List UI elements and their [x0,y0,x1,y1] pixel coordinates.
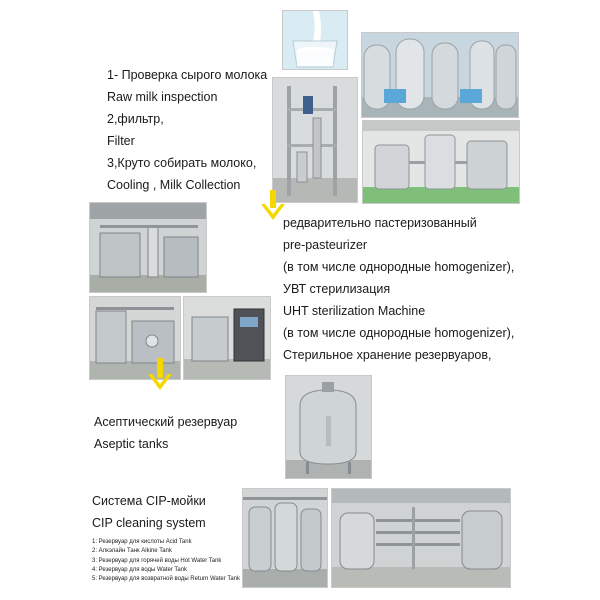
text-line: pre-pasteurizer [283,238,368,252]
silo-tanks-photo [361,32,519,118]
text-line: (в том числе однородные homogenizer), [283,326,515,340]
section-raw-milk-text [107,64,267,196]
text-line: Raw milk inspection [107,90,218,104]
text-line: Система CIP-мойки [92,494,206,508]
text-line: UHT sterilization Machine [283,304,426,318]
list-item: 1: Резервуар для кислоты Acid Tank [92,539,192,545]
list-item: 3: Резервуар для горячей воды Hot Water Tank [92,557,222,564]
list-item: 2: Алкэлайн Танк Alkine Tank [92,548,172,555]
text-line: Асептический резервуар [94,415,238,429]
text-line: Aseptic tanks [94,437,169,451]
text-line: 1- Проверка сырого молока [107,68,268,82]
milk-pour-photo [282,10,348,70]
cip-tank-list [92,538,240,584]
text-line: Стерильное хранение резервуаров, [283,348,492,362]
text-line: CIP cleaning system [92,516,206,530]
section-aseptic-text [94,411,237,455]
text-line: УВТ стерилизация [283,282,391,296]
cip-system-photo-1 [242,488,328,588]
list-item: 4: Резервуар для воды Water Tank [92,566,188,573]
text-line: редварительно пастеризованный [283,216,477,230]
list-item: 5: Резервуар для возвратной воды Return Water Tank [92,576,240,583]
text-line: Cooling , Milk Collection [107,178,241,192]
text-line: (в том числе однородные homogenizer), [283,260,515,274]
filter-skid-photo [272,77,358,203]
pre-pasteurizer-photo [89,202,207,293]
text-line: Filter [107,134,135,148]
text-line: 3,Круто собирать молоко, [107,156,257,170]
cip-system-photo-2 [331,488,511,588]
section-cip-text [92,490,206,534]
aseptic-tank-photo [285,375,372,479]
text-line: 2,фильтр, [107,112,164,126]
arrow-down-icon [145,358,175,392]
uht-machine-photo-2 [183,296,271,380]
milk-collection-photo [362,120,520,204]
section-pasteurizer-text [283,212,514,366]
